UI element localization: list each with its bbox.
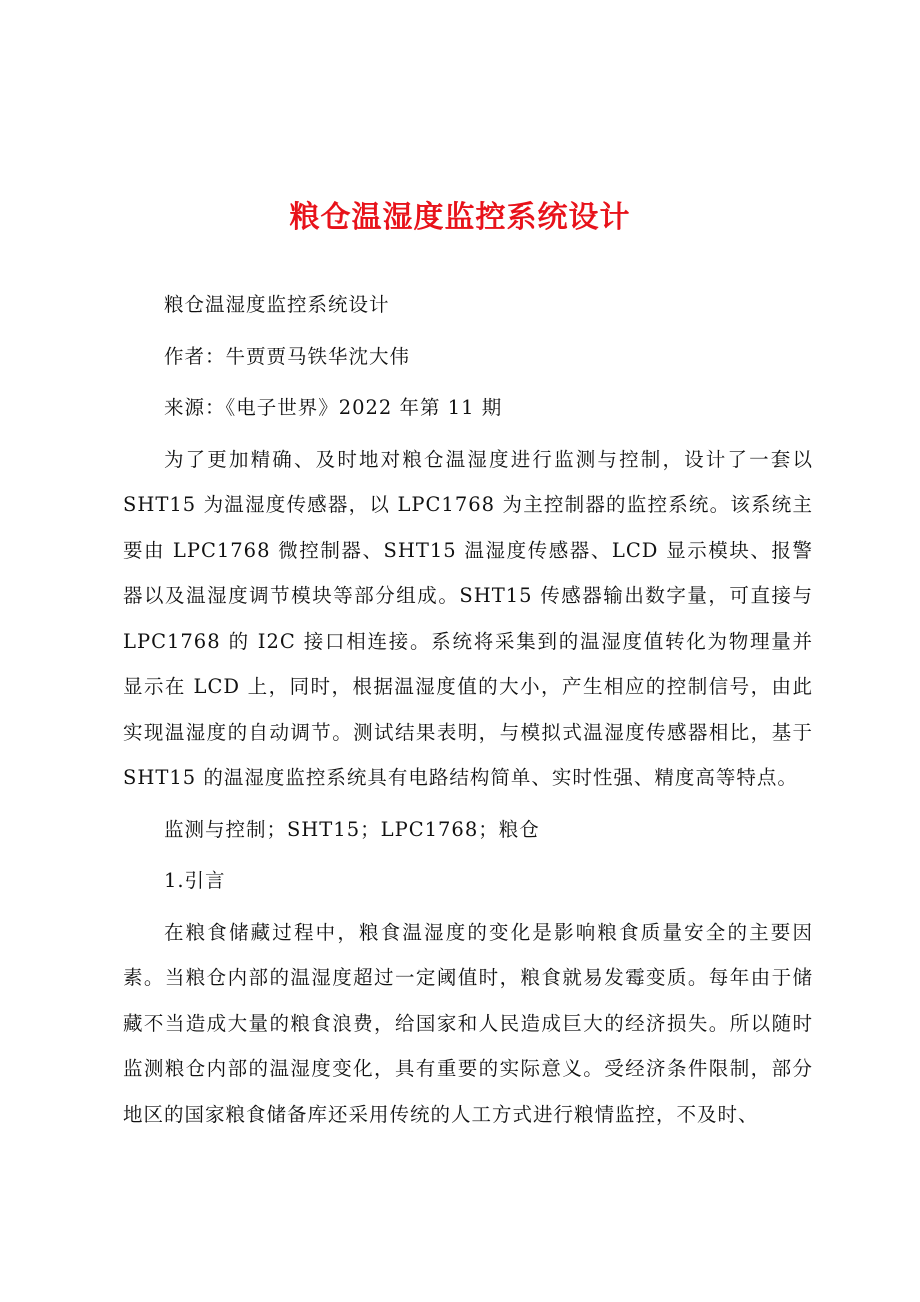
abstract-paragraph: 为了更加精确、及时地对粮仓温湿度进行监测与控制，设计了一套以 SHT15 为温湿度传感器，以 LPC1768 为主控制器的监控系统。该系统主要由 LPC1768 微控制器、SHT15 温湿度传感器、LCD 显示模块、报警器以及温湿度调节模块等部分组成。SHT15 传感器输出数字量，可直接与 LPC1768 的 I2C 接口相连接。系统将采集到的温湿度值转化为物理量并显示在 LCD 上，同时，根据温湿度值的大小，产生相应的控制信号，由此实现温湿度的自动调节。测试结果表明，与模拟式温湿度传感器相比，基于 SHT15 的温湿度监控系统具有电路结构简单、实时性强、精度高等特点。 (123, 447, 813, 789)
introduction-paragraph: 在粮食储藏过程中，粮食温湿度的变化是影响粮食质量安全的主要因素。当粮仓内部的温湿度超过一定阈值时，粮食就易发霉变质。每年由于储藏不当造成大量的粮食浪费，给国家和人民造成巨大的经济损失。所以随时监测粮仓内部的温湿度变化，具有重要的实际意义。受经济条件限制，部分地区的国家粮食储备库还采用传统的人工方式进行粮情监控，不及时、 (123, 920, 813, 1126)
keywords-line: 监测与控制；SHT15；LPC1768；粮仓 (163, 817, 540, 841)
subtitle-line: 粮仓温湿度监控系统设计 (163, 293, 390, 316)
document-body (123, 282, 813, 1143)
source-line: 来源：《电子世界》2022 年第 11 期 (163, 396, 503, 419)
document-title: 粮仓温湿度监控系统设计 (289, 200, 631, 235)
author-line: 作者：牛贾贾马铁华沈大伟 (163, 344, 410, 368)
section-heading-introduction: 1.引言 (163, 869, 226, 892)
